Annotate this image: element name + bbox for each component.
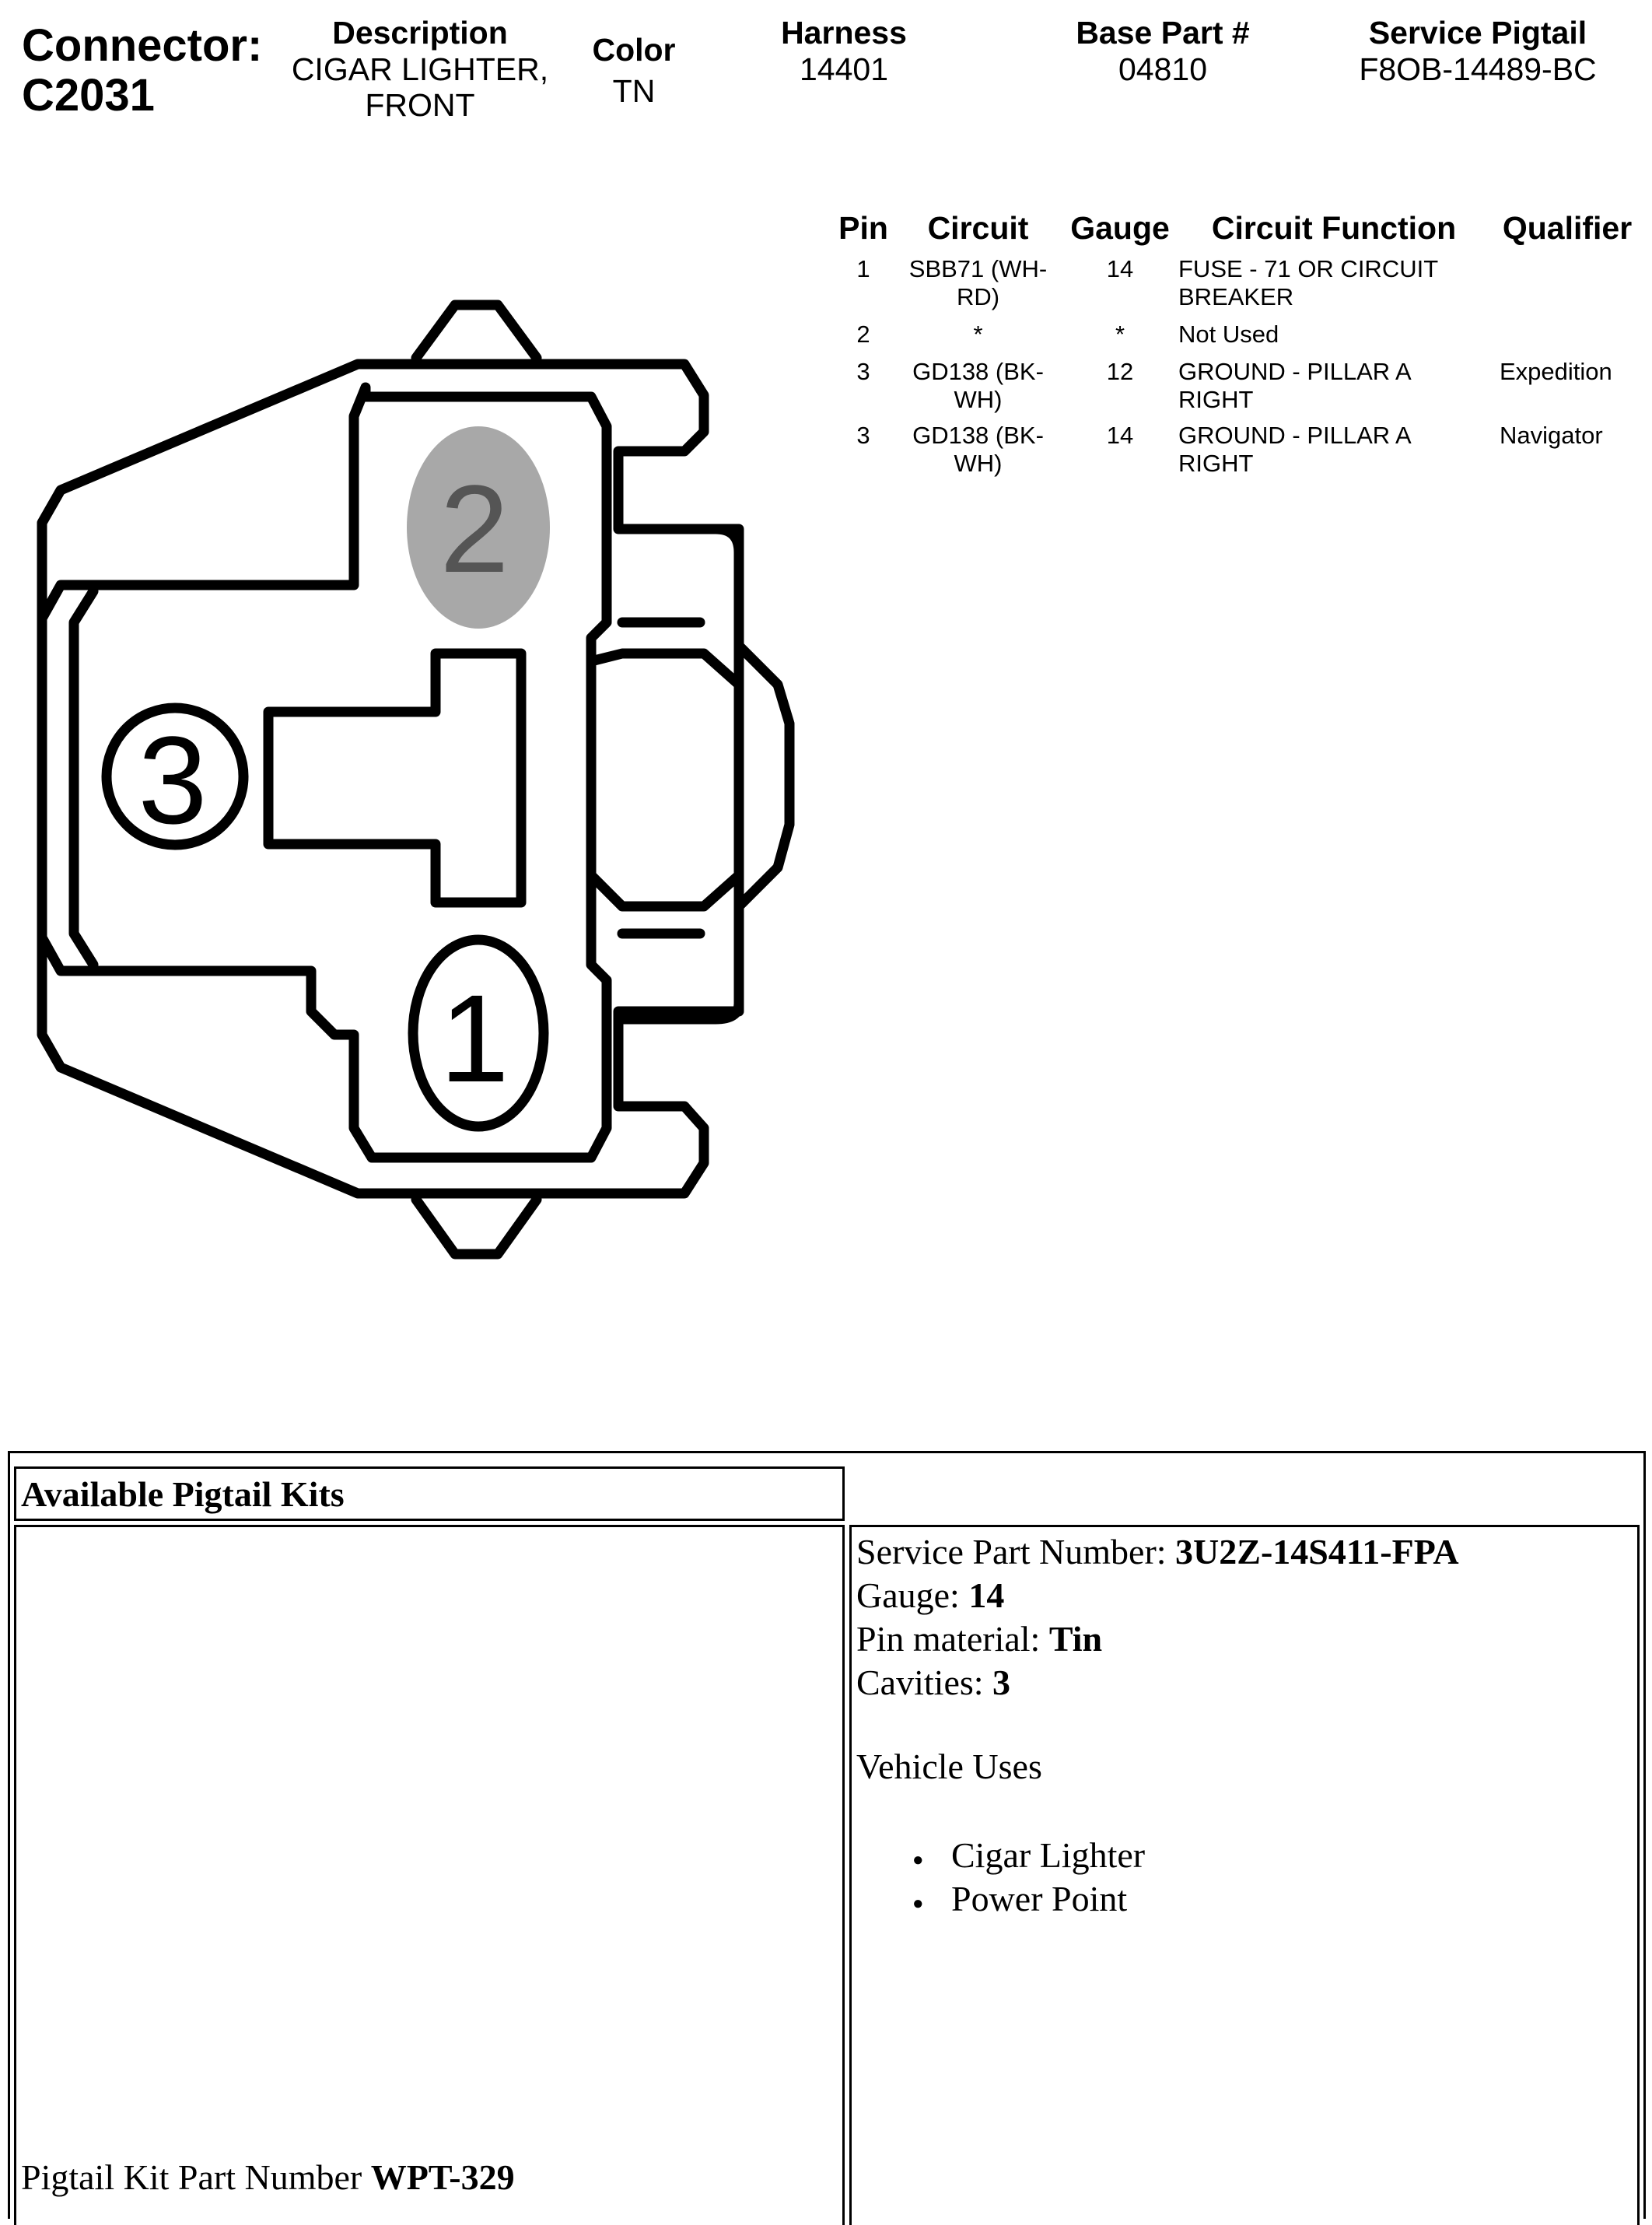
connector-id: C2031 (22, 70, 155, 121)
description-line-1: CIGAR LIGHTER, (291, 51, 549, 87)
cavities: Cavities: 3 (856, 1663, 1011, 1702)
qualifier-header: Qualifier (1502, 210, 1633, 246)
cavity-3-number: 3 (138, 710, 208, 850)
circuit-header: Circuit (927, 210, 1029, 246)
pigtail-title-cell (14, 1466, 845, 1521)
list-item: ● Cigar Lighter (912, 1834, 1459, 1877)
description-block (264, 14, 576, 123)
table-row-3-function: GROUND - PILLAR A RIGHT (1178, 358, 1412, 413)
table-row-1-function: FUSE - 71 OR CIRCUIT BREAKER (1178, 255, 1439, 310)
color-value: TN (612, 73, 656, 109)
pigtail-image-cell (14, 1525, 845, 2225)
vehicle-uses-label: Vehicle Uses (856, 1747, 1042, 1786)
base-part-block (1034, 14, 1291, 87)
service-pigtail-label: Service Pigtail (1368, 15, 1587, 51)
pigtail-title: Available Pigtail Kits (21, 1474, 345, 1514)
connector-inner-ledge (74, 591, 93, 965)
table-row-3-qualifier: Expedition (1500, 358, 1612, 385)
vehicle-uses-list (912, 1834, 1459, 1921)
top-latch (416, 305, 537, 358)
table-row-2-pin: 2 (856, 321, 870, 348)
service-pigtail-value: F8OB-14489-BC (1359, 51, 1597, 87)
table-row-3-pin: 3 (856, 358, 870, 385)
pigtail-kit-part-number: Pigtail Kit Part Number WPT-329 (21, 2157, 515, 2197)
right-rail (622, 529, 739, 1019)
polarizing-key (268, 653, 521, 902)
table-row-4-function: GROUND - PILLAR A RIGHT (1178, 422, 1412, 477)
bottom-latch (416, 1200, 537, 1254)
service-part-number: Service Part Number: 3U2Z-14S411-FPA (856, 1532, 1459, 1572)
color-block (568, 31, 700, 109)
base-part-label: Base Part # (1076, 15, 1250, 51)
table-row-1-pin: 1 (856, 255, 870, 282)
table-row-2-circuit: * (973, 321, 983, 348)
connector-label: Connector: (22, 20, 263, 71)
circuit-function-header: Circuit Function (1211, 210, 1457, 246)
base-part-value: 04810 (1118, 51, 1207, 87)
right-locking-tab (591, 653, 739, 906)
table-row-2-function: Not Used (1178, 321, 1279, 348)
pigtail-spec-cell (849, 1525, 1640, 2225)
table-row-4-qualifier: Navigator (1500, 422, 1603, 449)
pigtail-gauge: Gauge: 14 (856, 1575, 1005, 1615)
table-row-2-gauge: * (1115, 321, 1125, 348)
description-line-2: FRONT (365, 87, 475, 123)
cavity-2-number: 2 (439, 459, 509, 598)
cavity-1-number: 1 (439, 969, 509, 1108)
table-row-1-gauge: 14 (1106, 255, 1134, 282)
table-row-3-circuit: GD138 (BK- WH) (912, 358, 1044, 413)
table-row-4-circuit: GD138 (BK- WH) (912, 422, 1044, 477)
service-pigtail-block (1322, 14, 1633, 87)
table-row-1-circuit: SBB71 (WH- RD) (908, 255, 1048, 310)
harness-block (747, 14, 941, 87)
gauge-header: Gauge (1070, 210, 1170, 246)
description-label: Description (332, 15, 508, 51)
table-row-3-gauge: 12 (1106, 358, 1134, 385)
pin-header: Pin (838, 210, 888, 246)
table-row-4-gauge: 14 (1106, 422, 1134, 449)
color-label: Color (592, 32, 676, 68)
table-row-4-pin: 3 (856, 422, 870, 449)
harness-value: 14401 (799, 51, 888, 87)
connector-face-diagram (0, 257, 824, 1284)
pin-material: Pin material: Tin (856, 1619, 1103, 1659)
list-item: ● Power Point (912, 1877, 1459, 1921)
harness-label: Harness (781, 15, 907, 51)
